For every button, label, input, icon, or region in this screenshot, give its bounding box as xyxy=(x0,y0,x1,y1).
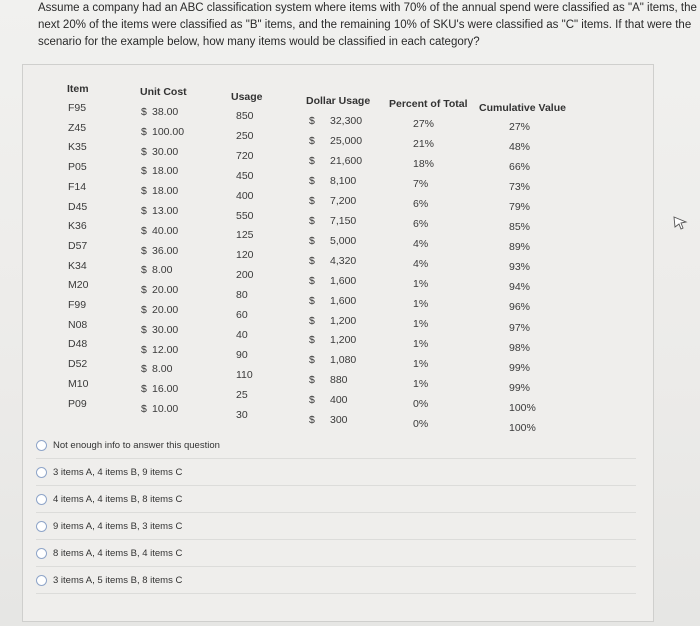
cell-item: M20 xyxy=(68,279,89,292)
radio-button[interactable] xyxy=(36,521,47,532)
cell-percent-total: 1% xyxy=(413,338,429,350)
cell-item: P05 xyxy=(68,161,87,174)
currency-symbol: $ xyxy=(309,254,315,267)
answer-option[interactable] xyxy=(36,486,636,513)
cell-unit-cost: 30.00 xyxy=(152,323,179,336)
cell-dollar-usage: 21,600 xyxy=(330,154,363,167)
cell-item: M10 xyxy=(68,377,89,390)
currency-symbol: $ xyxy=(141,403,147,415)
cell-cumulative: 27% xyxy=(509,121,531,133)
cell-percent-total: 1% xyxy=(413,378,429,390)
cell-item: N08 xyxy=(68,318,88,331)
cell-dollar-usage: 8,100 xyxy=(330,174,357,187)
cell-percent-total: 6% xyxy=(413,218,429,230)
radio-button[interactable] xyxy=(36,494,47,505)
currency-symbol: $ xyxy=(141,343,147,356)
cell-unit-cost: 18.00 xyxy=(152,165,179,178)
cell-percent-total: 1% xyxy=(413,358,429,370)
cell-dollar-usage: 1,600 xyxy=(330,294,357,307)
currency-symbol: $ xyxy=(141,304,147,316)
cell-dollar-usage: 300 xyxy=(330,414,348,427)
cell-percent-total: 7% xyxy=(413,178,429,190)
currency-symbol: $ xyxy=(309,294,315,307)
radio-button[interactable] xyxy=(36,575,47,586)
currency-symbol: $ xyxy=(141,106,147,118)
cell-unit-cost: 8.00 xyxy=(152,363,173,376)
cell-percent-total: 4% xyxy=(413,238,429,250)
currency-symbol: $ xyxy=(141,224,147,237)
answer-option[interactable] xyxy=(36,513,636,540)
cell-item: Z45 xyxy=(68,121,87,134)
answer-option-label: 9 items A, 4 items B, 3 items C xyxy=(53,520,183,532)
answer-option-label: 8 items A, 4 items B, 4 items C xyxy=(53,547,183,559)
cell-usage: 60 xyxy=(236,309,248,321)
currency-symbol: $ xyxy=(309,134,315,147)
cell-unit-cost: 30.00 xyxy=(152,145,179,158)
cell-unit-cost: 20.00 xyxy=(152,284,179,297)
header-percent-total: Percent of Total xyxy=(389,98,468,110)
cell-dollar-usage: 1,200 xyxy=(330,334,357,347)
radio-button[interactable] xyxy=(36,467,47,478)
cell-dollar-usage: 32,300 xyxy=(330,115,363,127)
header-cumulative: Cumulative Value xyxy=(479,102,566,114)
currency-symbol: $ xyxy=(309,314,315,327)
cell-item: K36 xyxy=(68,220,87,233)
cell-dollar-usage: 5,000 xyxy=(330,234,357,247)
question-line: Assume a company had an ABC classification system where items with 70% of the annual spend were classified as "A" items, the xyxy=(38,2,697,14)
answer-option[interactable] xyxy=(36,432,636,459)
cell-unit-cost: 8.00 xyxy=(152,264,173,277)
cell-cumulative: 100% xyxy=(509,421,536,434)
cell-unit-cost: 40.00 xyxy=(152,224,179,237)
currency-symbol: $ xyxy=(141,244,147,257)
cell-cumulative: 96% xyxy=(509,301,531,314)
cell-cumulative: 89% xyxy=(509,241,531,254)
currency-symbol: $ xyxy=(309,214,315,227)
cell-cumulative: 79% xyxy=(509,201,531,214)
cell-percent-total: 27% xyxy=(413,118,435,130)
currency-symbol: $ xyxy=(141,284,147,297)
answer-options xyxy=(36,432,636,594)
cell-usage: 450 xyxy=(236,169,254,182)
currency-symbol: $ xyxy=(309,374,315,387)
cell-percent-total: 1% xyxy=(413,318,429,330)
currency-symbol: $ xyxy=(141,205,147,217)
cell-cumulative: 98% xyxy=(509,341,531,354)
cell-unit-cost: 16.00 xyxy=(152,383,179,396)
cell-usage: 850 xyxy=(236,110,254,122)
currency-symbol: $ xyxy=(309,234,315,247)
cell-cumulative: 93% xyxy=(509,261,531,274)
cell-percent-total: 4% xyxy=(413,258,429,270)
cell-usage: 80 xyxy=(236,289,248,302)
currency-symbol: $ xyxy=(141,185,147,198)
cell-usage: 40 xyxy=(236,328,248,341)
answer-option-label: Not enough info to answer this question xyxy=(53,439,220,451)
cell-item: D45 xyxy=(68,200,88,213)
cell-dollar-usage: 7,150 xyxy=(330,214,357,227)
answer-option[interactable] xyxy=(36,459,636,486)
radio-button[interactable] xyxy=(36,440,47,451)
cell-item: F14 xyxy=(68,180,87,193)
cell-dollar-usage: 25,000 xyxy=(330,134,363,147)
cell-item: K34 xyxy=(68,259,87,272)
cell-item: F99 xyxy=(68,299,87,311)
currency-symbol: $ xyxy=(141,323,147,336)
currency-symbol: $ xyxy=(309,394,315,407)
cell-cumulative: 66% xyxy=(509,161,531,174)
cell-percent-total: 6% xyxy=(413,198,429,210)
cell-item: D52 xyxy=(68,358,88,371)
answer-option-label: 4 items A, 4 items B, 8 items C xyxy=(53,493,183,505)
cell-usage: 110 xyxy=(236,368,253,381)
cell-cumulative: 85% xyxy=(509,221,531,234)
mouse-pointer-icon xyxy=(672,214,688,230)
cell-item: D48 xyxy=(68,338,88,351)
cell-dollar-usage: 400 xyxy=(330,394,348,407)
currency-symbol: $ xyxy=(141,125,147,138)
cell-usage: 125 xyxy=(236,229,254,242)
question-text xyxy=(38,0,697,51)
currency-symbol: $ xyxy=(309,194,315,207)
cell-cumulative: 94% xyxy=(509,281,531,294)
currency-symbol: $ xyxy=(309,334,315,347)
currency-symbol: $ xyxy=(141,383,147,396)
cell-unit-cost: 10.00 xyxy=(152,403,179,415)
question-line: next 20% of the items were classified as "B" items, and the remaining 10% of SKU's were classified as "C" items. If that were the xyxy=(38,19,692,31)
cell-usage: 720 xyxy=(236,149,254,162)
cell-item: P09 xyxy=(68,397,87,410)
cell-usage: 200 xyxy=(236,269,254,282)
currency-symbol: $ xyxy=(309,115,315,127)
cell-unit-cost: 13.00 xyxy=(152,205,179,217)
cell-usage: 90 xyxy=(236,348,248,361)
cell-item: F95 xyxy=(68,102,87,114)
cell-cumulative: 100% xyxy=(509,401,536,414)
currency-symbol: $ xyxy=(309,354,315,367)
cell-unit-cost: 100.00 xyxy=(152,125,185,138)
cell-unit-cost: 20.00 xyxy=(152,304,179,316)
radio-button[interactable] xyxy=(36,548,47,559)
cell-dollar-usage: 1,080 xyxy=(330,354,357,367)
cell-dollar-usage: 4,320 xyxy=(330,254,357,267)
header-dollar-usage: Dollar Usage xyxy=(306,95,371,107)
cell-item: D57 xyxy=(68,239,88,252)
cell-usage: 30 xyxy=(236,408,248,421)
currency-symbol: $ xyxy=(309,414,315,427)
cell-cumulative: 99% xyxy=(509,381,531,394)
cell-usage: 400 xyxy=(236,189,254,202)
cell-dollar-usage: 880 xyxy=(330,374,348,387)
cell-unit-cost: 12.00 xyxy=(152,343,179,356)
answer-option-label: 3 items A, 5 items B, 8 items C xyxy=(53,574,183,586)
cell-unit-cost: 36.00 xyxy=(152,244,179,257)
header-usage: Usage xyxy=(231,91,263,103)
currency-symbol: $ xyxy=(141,363,147,376)
cell-dollar-usage: 1,200 xyxy=(330,314,357,327)
currency-symbol: $ xyxy=(141,165,147,178)
cell-cumulative: 97% xyxy=(509,321,531,334)
header-unit-cost: Unit Cost xyxy=(140,86,187,98)
answer-option[interactable] xyxy=(36,567,636,594)
cell-percent-total: 18% xyxy=(413,158,435,170)
header-item: Item xyxy=(67,83,89,95)
cell-cumulative: 48% xyxy=(509,141,531,154)
cell-dollar-usage: 7,200 xyxy=(330,194,357,207)
cell-item: K35 xyxy=(68,141,87,154)
currency-symbol: $ xyxy=(141,264,147,277)
cell-percent-total: 21% xyxy=(413,138,435,150)
cell-percent-total: 1% xyxy=(413,278,429,290)
cell-percent-total: 1% xyxy=(413,298,429,310)
currency-symbol: $ xyxy=(309,274,315,287)
cell-usage: 250 xyxy=(236,129,254,142)
cell-usage: 550 xyxy=(236,209,254,222)
currency-symbol: $ xyxy=(309,154,315,167)
cell-usage: 120 xyxy=(236,249,254,262)
cell-unit-cost: 38.00 xyxy=(152,106,179,118)
cell-percent-total: 0% xyxy=(413,398,429,410)
cell-percent-total: 0% xyxy=(413,418,429,430)
cell-dollar-usage: 1,600 xyxy=(330,274,357,287)
cell-unit-cost: 18.00 xyxy=(152,185,179,198)
answer-option-label: 3 items A, 4 items B, 9 items C xyxy=(53,466,183,478)
answer-option[interactable] xyxy=(36,540,636,567)
cell-cumulative: 99% xyxy=(509,361,531,374)
cell-usage: 25 xyxy=(236,388,248,401)
cell-cumulative: 73% xyxy=(509,181,531,194)
currency-symbol: $ xyxy=(309,174,315,187)
currency-symbol: $ xyxy=(141,145,147,158)
question-line: scenario for the example below, how many items would be classified in each category? xyxy=(38,36,480,48)
